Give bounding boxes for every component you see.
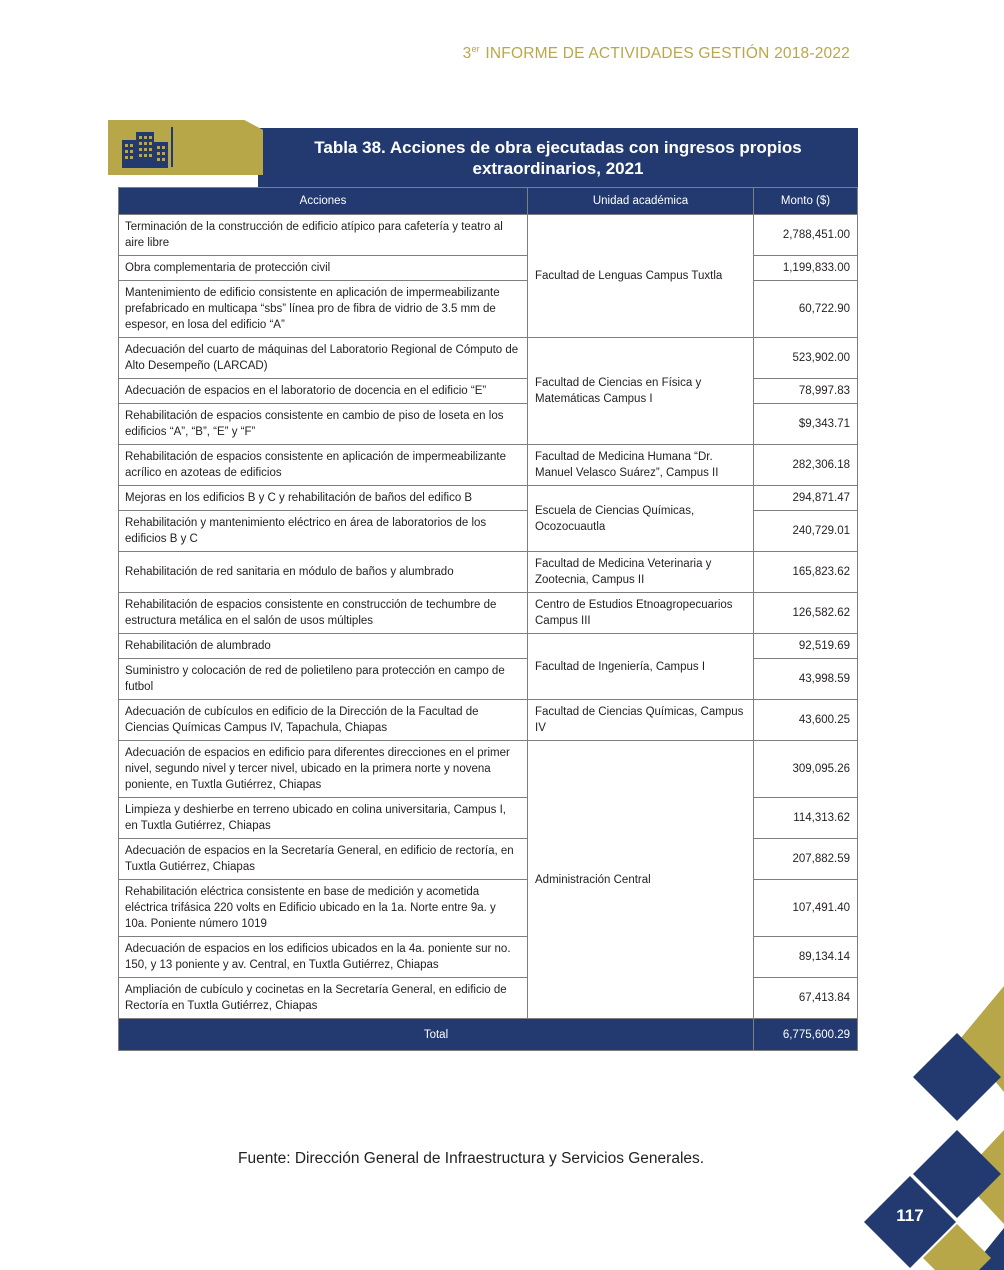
accion-cell: Adecuación de espacios en edificio para diferentes direcciones en el primer nivel, segundo nivel y tercer nivel, ubicado en la primera norte y novena poniente, en Tuxtla Gutiérrez, Chiapas	[119, 741, 528, 798]
total-row	[119, 1019, 858, 1051]
unidad-cell: Centro de Estudios Etnoagropecuarios Campus III	[528, 593, 754, 634]
monto-cell: 240,729.01	[754, 511, 858, 552]
obras-table	[118, 187, 858, 1051]
accion-cell: Mejoras en los edificios B y C y rehabilitación de baños del edifico B	[119, 486, 528, 511]
title-gold-tab	[108, 120, 263, 175]
decorative-diamonds	[860, 980, 1004, 1270]
accion-cell: Rehabilitación y mantenimiento eléctrico en área de laboratorios de los edificios B y C	[119, 511, 528, 552]
building-icon	[116, 126, 176, 170]
table-header-row	[119, 188, 858, 215]
accion-cell: Adecuación del cuarto de máquinas del Laboratorio Regional de Cómputo de Alto Desempeño (LARCAD)	[119, 338, 528, 379]
accion-cell: Adecuación de espacios en la Secretaría General, en edificio de rectoría, en Tuxtla Gutiérrez, Chiapas	[119, 839, 528, 880]
source-note: Fuente: Dirección General de Infraestructura y Servicios Generales.	[238, 1150, 705, 1167]
monto-cell: 282,306.18	[754, 445, 858, 486]
title-divider	[171, 127, 173, 167]
monto-cell: 2,788,451.00	[754, 215, 858, 256]
report-header	[463, 44, 850, 63]
accion-cell: Terminación de la construcción de edificio atípico para cafetería y teatro al aire libre	[119, 215, 528, 256]
column-header-acciones: Acciones	[119, 188, 528, 215]
page-number: 117	[896, 1206, 924, 1225]
total-amount: 6,775,600.29	[754, 1019, 858, 1051]
accion-cell: Suministro y colocación de red de polietileno para protección en campo de futbol	[119, 659, 528, 700]
monto-cell: 1,199,833.00	[754, 256, 858, 281]
monto-cell: 43,600.25	[754, 700, 858, 741]
accion-cell: Rehabilitación de espacios consistente en aplicación de impermeabilizante acrílico en azoteas de edificios	[119, 445, 528, 486]
unidad-cell: Facultad de Ciencias Químicas, Campus IV	[528, 700, 754, 741]
report-number: 3	[462, 45, 472, 62]
accion-cell: Adecuación de cubículos en edificio de la Dirección de la Facultad de Ciencias Químicas Campus IV, Tapachula, Chiapas	[119, 700, 528, 741]
monto-cell: 43,998.59	[754, 659, 858, 700]
monto-cell: 92,519.69	[754, 634, 858, 659]
unidad-cell: Facultad de Medicina Humana “Dr. Manuel Velasco Suárez”, Campus II	[528, 445, 754, 486]
accion-cell: Rehabilitación de espacios consistente en cambio de piso de loseta en los edificios “A”, “B”, “E” y “F”	[119, 404, 528, 445]
monto-cell: 89,134.14	[754, 937, 858, 978]
unidad-cell: Facultad de Ciencias en Física y Matemáticas Campus I	[528, 338, 754, 445]
accion-cell: Limpieza y deshierbe en terreno ubicado en colina universitaria, Campus I, en Tuxtla Gutiérrez, Chiapas	[119, 798, 528, 839]
table-title-banner	[108, 120, 858, 187]
unidad-cell: Escuela de Ciencias Químicas, Ocozocuautla	[528, 486, 754, 552]
column-header-monto: Monto ($)	[754, 188, 858, 215]
table-row	[119, 634, 858, 659]
accion-cell: Rehabilitación eléctrica consistente en base de medición y acometida eléctrica trifásica 220 volts en Edificio ubicado en la 1a. Norte entre 9a. y 10a. Poniente número 1019	[119, 880, 528, 937]
unidad-cell: Facultad de Medicina Veterinaria y Zootecnia, Campus II	[528, 552, 754, 593]
monto-cell: 60,722.90	[754, 281, 858, 338]
accion-cell: Rehabilitación de red sanitaria en módulo de baños y alumbrado	[119, 552, 528, 593]
monto-cell: 107,491.40	[754, 880, 858, 937]
table-row	[119, 700, 858, 741]
unidad-cell: Facultad de Lenguas Campus Tuxtla	[528, 215, 754, 338]
accion-cell: Rehabilitación de alumbrado	[119, 634, 528, 659]
table-row	[119, 552, 858, 593]
monto-cell: $9,343.71	[754, 404, 858, 445]
table-row	[119, 486, 858, 511]
monto-cell: 126,582.62	[754, 593, 858, 634]
monto-cell: 114,313.62	[754, 798, 858, 839]
table-row	[119, 593, 858, 634]
table-title: Tabla 38. Acciones de obra ejecutadas con ingresos propios extraordinarios, 2021	[314, 137, 802, 178]
accion-cell: Obra complementaria de protección civil	[119, 256, 528, 281]
table-row	[119, 445, 858, 486]
accion-cell: Mantenimiento de edificio consistente en aplicación de impermeabilizante prefabricado en multicapa “sbs” línea pro de fibra de vidrio de 3.5 mm de espesor, en losa del edificio “A”	[119, 281, 528, 338]
table-row	[119, 215, 858, 256]
monto-cell: 67,413.84	[754, 978, 858, 1019]
table-body	[119, 215, 858, 1019]
accion-cell: Adecuación de espacios en los edificios ubicados en la 4a. poniente sur no. 150, y 13 poniente y av. Central, en Tuxtla Gutiérrez, Chiapas	[119, 937, 528, 978]
monto-cell: 207,882.59	[754, 839, 858, 880]
accion-cell: Ampliación de cubículo y cocinetas en la Secretaría General, en edificio de Rectoría en Tuxtla Gutiérrez, Chiapas	[119, 978, 528, 1019]
total-label: Total	[119, 1019, 754, 1051]
table-row	[119, 741, 858, 798]
table-row	[119, 338, 858, 379]
unidad-cell: Administración Central	[528, 741, 754, 1019]
report-ordinal-superscript: er	[471, 44, 480, 54]
monto-cell: 309,095.26	[754, 741, 858, 798]
column-header-unidad: Unidad académica	[528, 188, 754, 215]
monto-cell: 523,902.00	[754, 338, 858, 379]
report-title: INFORME DE ACTIVIDADES GESTIÓN 2018-2022	[485, 45, 850, 62]
monto-cell: 294,871.47	[754, 486, 858, 511]
accion-cell: Rehabilitación de espacios consistente en construcción de techumbre de estructura metálica en el salón de usos múltiples	[119, 593, 528, 634]
monto-cell: 78,997.83	[754, 379, 858, 404]
accion-cell: Adecuación de espacios en el laboratorio de docencia en el edificio “E”	[119, 379, 528, 404]
unidad-cell: Facultad de Ingeniería, Campus I	[528, 634, 754, 700]
monto-cell: 165,823.62	[754, 552, 858, 593]
